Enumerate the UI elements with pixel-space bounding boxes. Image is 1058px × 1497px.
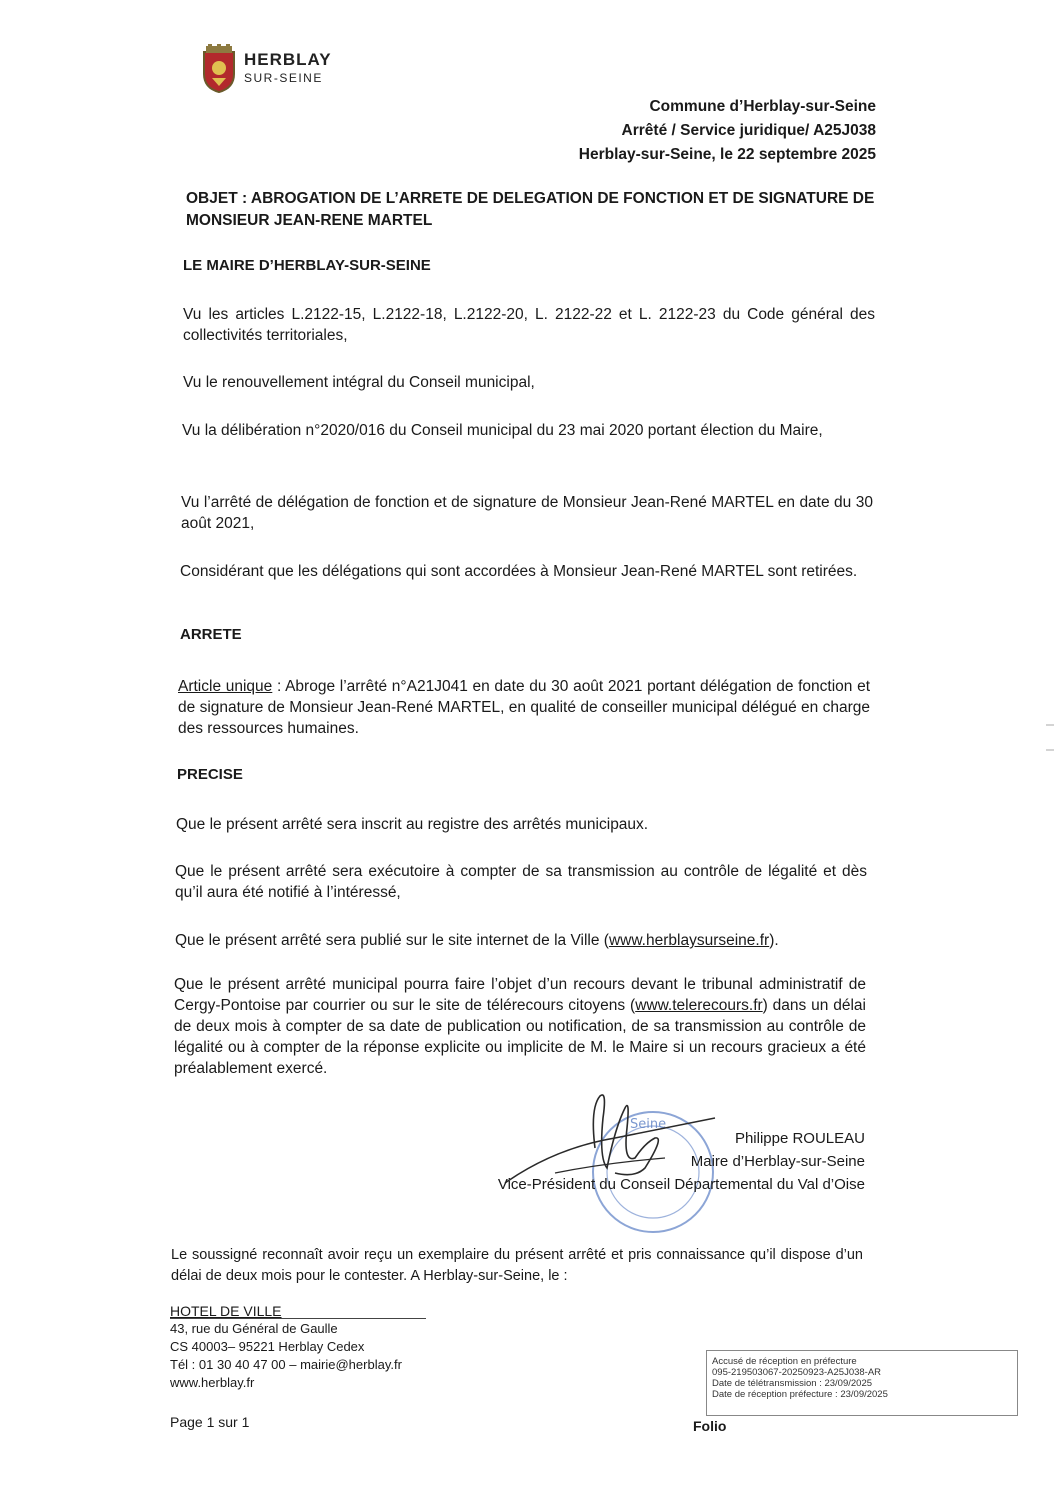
- signatory-vp-title: Vice-Président du Conseil Départemental du Val d’Oise: [497, 1176, 865, 1193]
- scan-edge-mark: [1044, 720, 1056, 770]
- reference-number: Arrêté / Service juridique/ A25J038: [621, 122, 876, 139]
- consideration-1: Vu les articles L.2122-15, L.2122-18, L.2122-20, L. 2122-22 et L. 2122-23 du Code général des collectivités territoriales,: [183, 306, 875, 344]
- receipt-line-4: Date de réception préfecture : 23/09/2025: [712, 1389, 888, 1400]
- hotel-de-ville-label: HOTEL DE VILLE: [170, 1303, 282, 1319]
- stamp-text: Seine: [630, 1117, 667, 1132]
- precise-p3-end: ).: [769, 932, 779, 949]
- signatory-title: Maire d’Herblay-sur-Seine: [690, 1153, 865, 1170]
- telerecours-link[interactable]: www.telerecours.fr: [635, 997, 763, 1014]
- consideration-2: Vu le renouvellement intégral du Conseil municipal,: [183, 374, 535, 391]
- document-header: [579, 95, 876, 167]
- footer-address: [170, 1302, 402, 1392]
- signatory-name: Philippe ROULEAU: [734, 1130, 865, 1147]
- address-line-2: CS 40003– 95221 Herblay Cedex: [170, 1339, 365, 1354]
- acknowledgement-text: Le soussigné reconnaît avoir reçu un exemplaire du présent arrêté et pris connaissance qu’il dispose d’un délai de deux mois pour le contester. A Herblay-sur-Seine, le :: [171, 1247, 863, 1284]
- document-subject: OBJET : ABROGATION DE L’ARRETE DE DELEGATION DE FONCTION ET DE SIGNATURE DE MONSIEUR JEAN-RENE MARTEL: [186, 190, 875, 229]
- prefecture-receipt-box: [706, 1350, 1018, 1416]
- article-unique: [178, 676, 870, 739]
- logo-text-herblay: HERBLAY: [244, 50, 332, 69]
- receipt-line-2: 095-219503067-20250923-A25J038-AR: [712, 1367, 882, 1378]
- logo-text-sur-seine: SUR-SEINE: [244, 71, 323, 85]
- city-logo: [200, 44, 350, 98]
- address-line-1: 43, rue du Général de Gaulle: [170, 1321, 338, 1336]
- precise-heading: PRECISE: [177, 766, 243, 783]
- precise-paragraph-1: Que le présent arrêté sera inscrit au registre des arrêtés municipaux.: [176, 816, 649, 833]
- receipt-line-3: Date de télétransmission : 23/09/2025: [712, 1378, 873, 1389]
- article-label: Article unique: [178, 678, 273, 695]
- precise-paragraph-4: [174, 974, 866, 1079]
- authority-heading: LE MAIRE D’HERBLAY-SUR-SEINE: [183, 257, 431, 274]
- consideration-5: Considérant que les délégations qui sont accordées à Monsieur Jean-René MARTEL sont retirées.: [180, 563, 858, 580]
- place-date: Herblay-sur-Seine, le 22 septembre 2025: [578, 146, 876, 163]
- website-line: www.herblay.fr: [170, 1375, 255, 1390]
- city-crest-icon: [200, 44, 238, 94]
- precise-p4-text: Que le présent arrêté municipal pourra faire l’objet d’un recours devant le tribunal administratif de Cergy-Pontoise par courrier ou sur le site de télérecours citoyens (: [174, 976, 866, 1014]
- arrete-heading: ARRETE: [180, 626, 242, 643]
- consideration-3: Vu la délibération n°2020/016 du Conseil municipal du 23 mai 2020 portant élection du Maire,: [182, 422, 823, 439]
- folio-label: Folio: [693, 1418, 727, 1434]
- consideration-4: Vu l’arrêté de délégation de fonction et de signature de Monsieur Jean-René MARTEL en date du 30 août 2021,: [181, 494, 873, 532]
- precise-p4-end: ) dans un délai de deux mois à compter de sa date de publication ou notification, de sa transmission au contrôle de légalité ou à compter de la réponse explicite ou implicite de M. le Maire si un recours gracieux a été préalablement exercé.: [174, 997, 866, 1077]
- contact-line: Tél : 01 30 40 47 00 – mairie@herblay.fr: [170, 1357, 402, 1372]
- precise-paragraph-2: Que le présent arrêté sera exécutoire à compter de sa transmission au contrôle de légalité et dès qu’il aura été notifié à l’intéressé,: [175, 863, 867, 901]
- precise-p3-text: Que le présent arrêté sera publié sur le site internet de la Ville (: [175, 932, 609, 949]
- article-text: : Abroge l’arrêté n°A21J041 en date du 30 août 2021 portant délégation de fonction et de signature de Monsieur Jean-René MARTEL, en qualité de conseiller municipal délégué en charge des ressources humaines.: [178, 678, 871, 737]
- herblay-website-link[interactable]: www.herblaysurseine.fr: [608, 932, 770, 949]
- footer-divider: [170, 1318, 426, 1319]
- receipt-line-1: Accusé de réception en préfecture: [712, 1356, 857, 1367]
- precise-paragraph-3: [175, 930, 867, 951]
- commune-name: Commune d’Herblay-sur-Seine: [649, 98, 876, 115]
- page-number: Page 1 sur 1: [170, 1414, 250, 1430]
